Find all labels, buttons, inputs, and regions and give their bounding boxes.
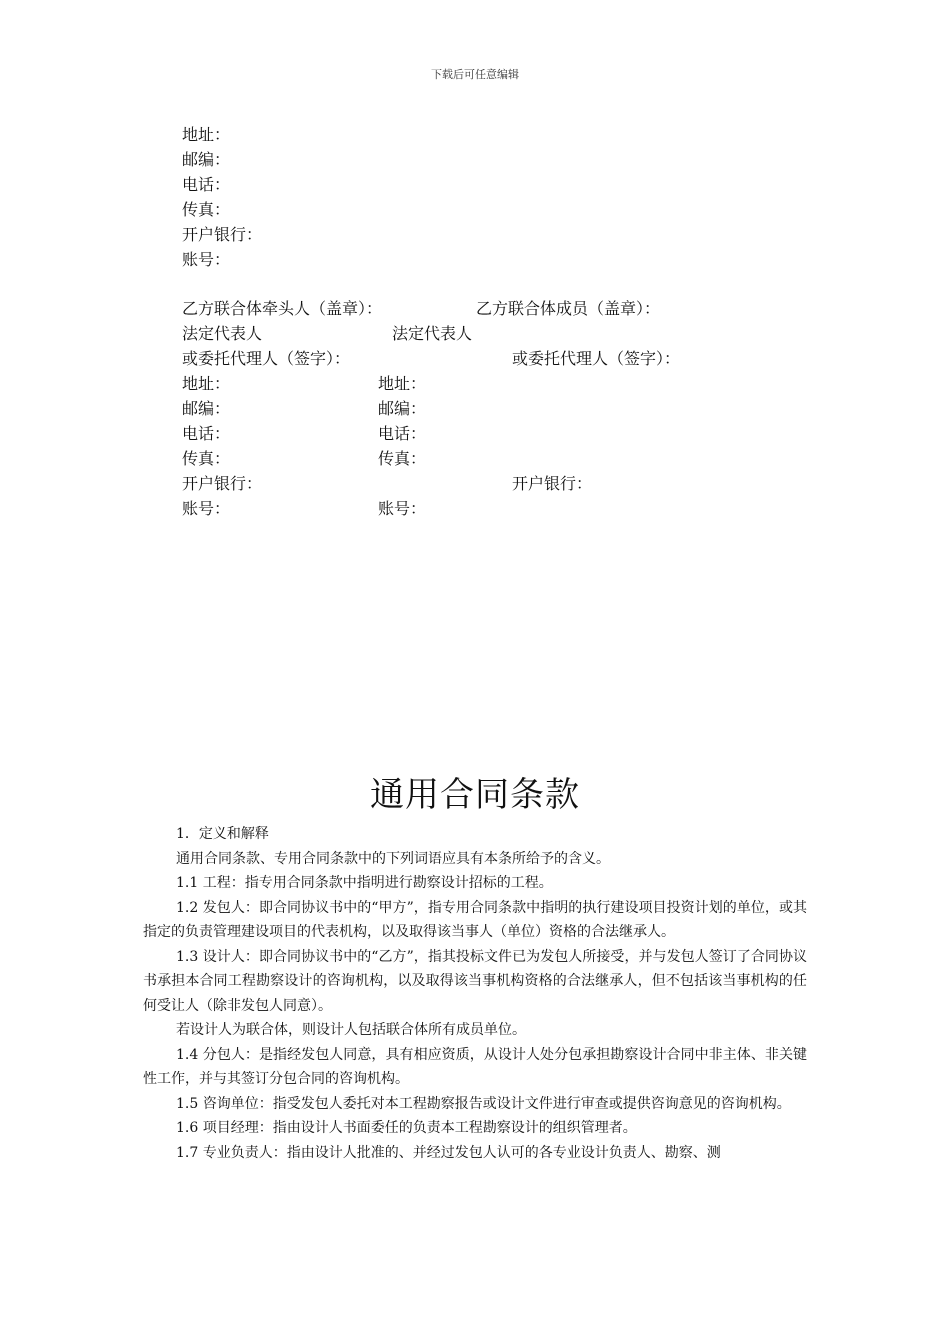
- lead-fax-label: 传真：: [182, 449, 231, 468]
- address-label: 地址：: [182, 125, 231, 144]
- clause-body: [143, 822, 807, 1165]
- clause-paragraph: 1.6 项目经理：指由设计人书面委任的负责本工程勘察设计的组织管理者。: [176, 1120, 637, 1136]
- clause-paragraph: 若设计人为联合体，则设计人包括联合体所有成员单位。: [176, 1022, 526, 1038]
- member-agent-label: 或委托代理人（签字）：: [512, 349, 681, 368]
- clause-paragraph: 1.5 咨询单位：指受发包人委托对本工程勘察报告或设计文件进行审查或提供咨询意见的咨询机构。: [176, 1095, 791, 1112]
- bank-label: 开户银行：: [182, 225, 263, 244]
- lead-account-label: 账号：: [182, 499, 231, 518]
- postcode-label: 邮编：: [182, 150, 231, 169]
- lead-phone-label: 电话：: [182, 424, 231, 443]
- fax-label: 传真：: [182, 200, 231, 219]
- lead-seal-label: 乙方联合体牵头人（盖章）：: [182, 299, 383, 318]
- page-header-note: 下载后可任意编辑: [431, 68, 519, 81]
- clause-heading: 1．定义和解释: [176, 826, 269, 842]
- clause-paragraph: 1.2 发包人：即合同协议书中的“甲方”，指专用合同条款中指明的执行建设项目投资计划的单位，或其指定的负责管理建设项目的代表机构，以及取得该当事人（单位）资格的合法继承人。: [143, 899, 807, 940]
- lead-address-label: 地址：: [182, 374, 231, 393]
- member-bank-label: 开户银行：: [512, 474, 593, 493]
- lead-agent-label: 或委托代理人（签字）：: [182, 349, 351, 368]
- member-phone-label: 电话：: [378, 424, 427, 443]
- member-representative-label: 法定代表人: [392, 324, 473, 343]
- member-account-label: 账号：: [378, 499, 427, 518]
- section-title: 通用合同条款: [370, 775, 580, 815]
- clause-paragraph: 1.1 工程：指专用合同条款中指明进行勘察设计招标的工程。: [176, 875, 553, 891]
- member-seal-label: 乙方联合体成员（盖章）：: [476, 299, 661, 318]
- member-fax-label: 传真：: [378, 449, 427, 468]
- member-address-label: 地址：: [378, 374, 427, 393]
- clause-paragraph: 通用合同条款、专用合同条款中的下列词语应具有本条所给予的含义。: [176, 850, 610, 867]
- clause-paragraph: 1.4 分包人：是指经发包人同意，具有相应资质，从设计人处分包承担勘察设计合同中非主体、非关键性工作，并与其签订分包合同的咨询机构。: [143, 1046, 807, 1087]
- clause-paragraph: 1.7 专业负责人：指由设计人批准的、并经过发包人认可的各专业设计负责人、勘察、测: [176, 1144, 721, 1161]
- member-postcode-label: 邮编：: [378, 399, 427, 418]
- account-label: 账号：: [182, 250, 231, 269]
- lead-representative-label: 法定代表人: [182, 324, 263, 343]
- clause-paragraph: 1.3 设计人：即合同协议书中的“乙方”，指其投标文件已为发包人所接受，并与发包人签订了合同协议书承担本合同工程勘察设计的咨询机构，以及取得该当事机构资格的合法继承人，但不包括该当事机构的任何受让人（除非发包人同意）。: [143, 948, 807, 1014]
- lead-postcode-label: 邮编：: [182, 399, 231, 418]
- lead-bank-label: 开户银行：: [182, 474, 263, 493]
- phone-label: 电话：: [182, 175, 231, 194]
